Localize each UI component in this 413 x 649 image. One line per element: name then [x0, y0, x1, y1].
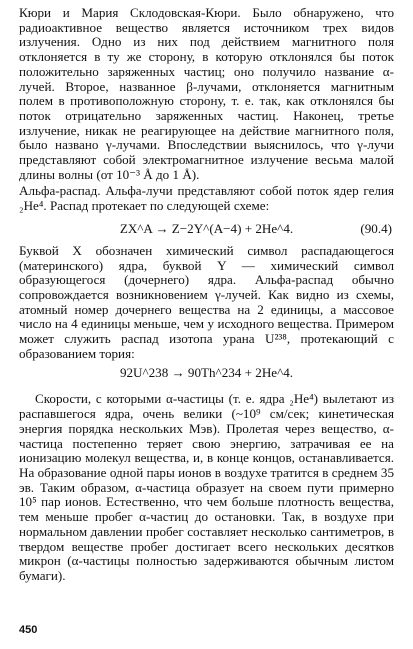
equation-uranium-decay [19, 361, 394, 387]
equation-uranium-decay-expression: 92U^238 → 90Th^234 + 2He^4. [119, 365, 294, 381]
paragraph-notation: Буквой X обозначен химический символ распадающегося (материнского) ядра, буквой Y — химический символ образующегося (дочернего) ядра. Альфа-распад обычно сопровождается возникновением γ-лучей. Как видно из схемы, атомный номер дочернего вещества на 2 единицы, а массовое число на 4 единицы меньше, чем у исходного вещества. Примером может служить распад изотопа урана U²³⁸, протекающий с образованием тория: [19, 242, 394, 361]
page-number: 450 [19, 624, 38, 636]
paragraph-alpha-decay-intro: Альфа-распад. Альфа-лучи представляют собой поток ядер гелия ₂He⁴. Распад протекает по следующей схеме: [19, 183, 394, 214]
equation-number: (90.4) [360, 220, 392, 236]
paragraph-radiation-types: Кюри и Мария Склодовская-Кюри. Было обнаружено, что радиоактивное вещество является источником трех видов излучения. Одно из них под действием магнитного поля отклоняется в ту же сторону, в которую отклонялся бы поток положительно заряженных частиц; оно получило название α-лучей. Второе, названное β-лучами, отклоняется магнитным полем в противоположную сторону, т. е. так, как отклонялся бы поток отрицательно заряженных частиц. Наконец, третье излучение, никак не реагирующее на действие магнитного поля, было названо γ-лучами. Впоследствии выяснилось, что γ-лучи представляют собой электромагнитное излучение весьма малой длины волны (от 10⁻³ Å до 1 Å). [19, 5, 394, 182]
equation-alpha-decay-expression: ZX^A → Z−2Y^(A−4) + 2He^4. [119, 220, 294, 236]
paragraph-alpha-velocities: Скорости, с которыми α-частицы (т. е. ядра ₂He⁴) вылетают из распавшегося ядра, очень велики (~10⁹ см/сек; кинетическая энергия порядка нескольких Мэв). Пролетая через вещество, α-частица постепенно теряет свою энергию, затрачивая ее на ионизацию молекул вещества, и, в конце концов, останавливается. На образование одной пары ионов в воздухе тратится в среднем 35 эв. Таким образом, α-частица образует на своем пути примерно 10⁵ пар ионов. Естественно, что чем больше плотность вещества, тем меньше пробег α-частиц до остановки. Так, в воздухе при нормальном давлении пробег составляет несколько сантиметров, в твердом веществе пробег достигает всего нескольких десятков микрон (α-частицы полностью задерживаются обычным листом бумаги). [19, 391, 394, 583]
equation-alpha-decay [19, 214, 394, 244]
page-text [19, 6, 394, 584]
